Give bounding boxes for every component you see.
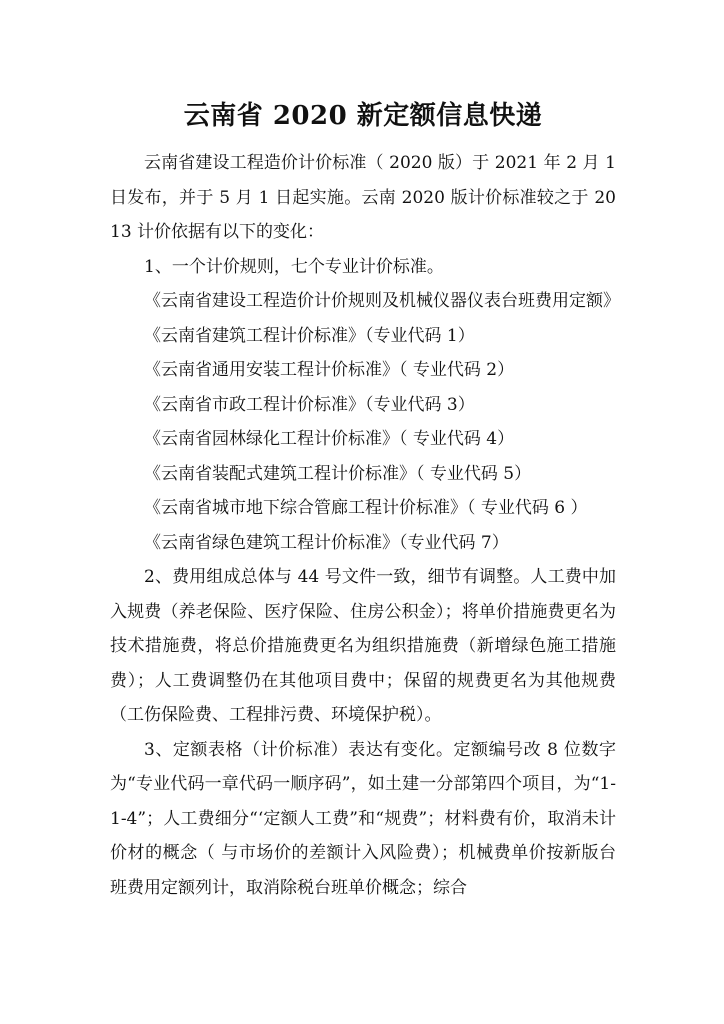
standard-item: 《云南省建筑工程计价标准》（专业代码 1） — [144, 325, 475, 346]
standard-item: 《云南省绿色建筑工程计价标准》（专业代码 7） — [144, 532, 509, 553]
standard-item: 《云南省建设工程造价计价规则及机械仪器仪表台班费用定额》 — [144, 291, 620, 311]
document-title: 云南省 2020 新定额信息快递 — [183, 101, 543, 131]
standard-item: 《云南省城市地下综合管廊工程计价标准》（ 专业代码 6 ） — [144, 498, 588, 518]
document-body — [110, 146, 620, 905]
point-3: 3、定额表格（计价标准）表达有变化。定额编号改 8 位数字为“专业代码一章代码一顺序码”，如土建一分部第四个项目，为“1-1-4”；人工费细分“‘定额人工费”和“规费”；材料费有价，取消未计价材的概念（ 与市场价的差额计入风险费）；机械费单价按新版台班费用定额列计，取消除税台班单价概念；综合 — [110, 739, 616, 898]
standard-item: 《云南省园林绿化工程计价标准》（ 专业代码 4） — [144, 429, 515, 449]
standard-item: 《云南省通用安装工程计价标准》（ 专业代码 2） — [144, 360, 515, 380]
intro-paragraph: 云南省建设工程造价计价标准（ 2020 版）于 2021 年 2 月 1 日发布，并于 5 月 1 日起实施。云南 2020 版计价标准较之于 2013 计价依据有以下的变化： — [110, 153, 616, 242]
standard-item: 《云南省市政工程计价标准》（专业代码 3） — [144, 394, 475, 415]
point-1: 1、一个计价规则，七个专业计价标准。 — [144, 256, 444, 277]
point-2: 2、费用组成总体与 44 号文件一致，细节有调整。人工费中加入规费（养老保险、医疗保险、住房公积金）；将单价措施费更名为技术措施费，将总价措施费更名为组织措施费（新增绿色施工措施费）；人工费调整仍在其他项目费中；保留的规费更名为其他规费（工伤保险费、工程排污费、环境保护税）。 — [110, 567, 616, 725]
standard-item: 《云南省装配式建筑工程计价标准》（ 专业代码 5） — [144, 463, 532, 484]
